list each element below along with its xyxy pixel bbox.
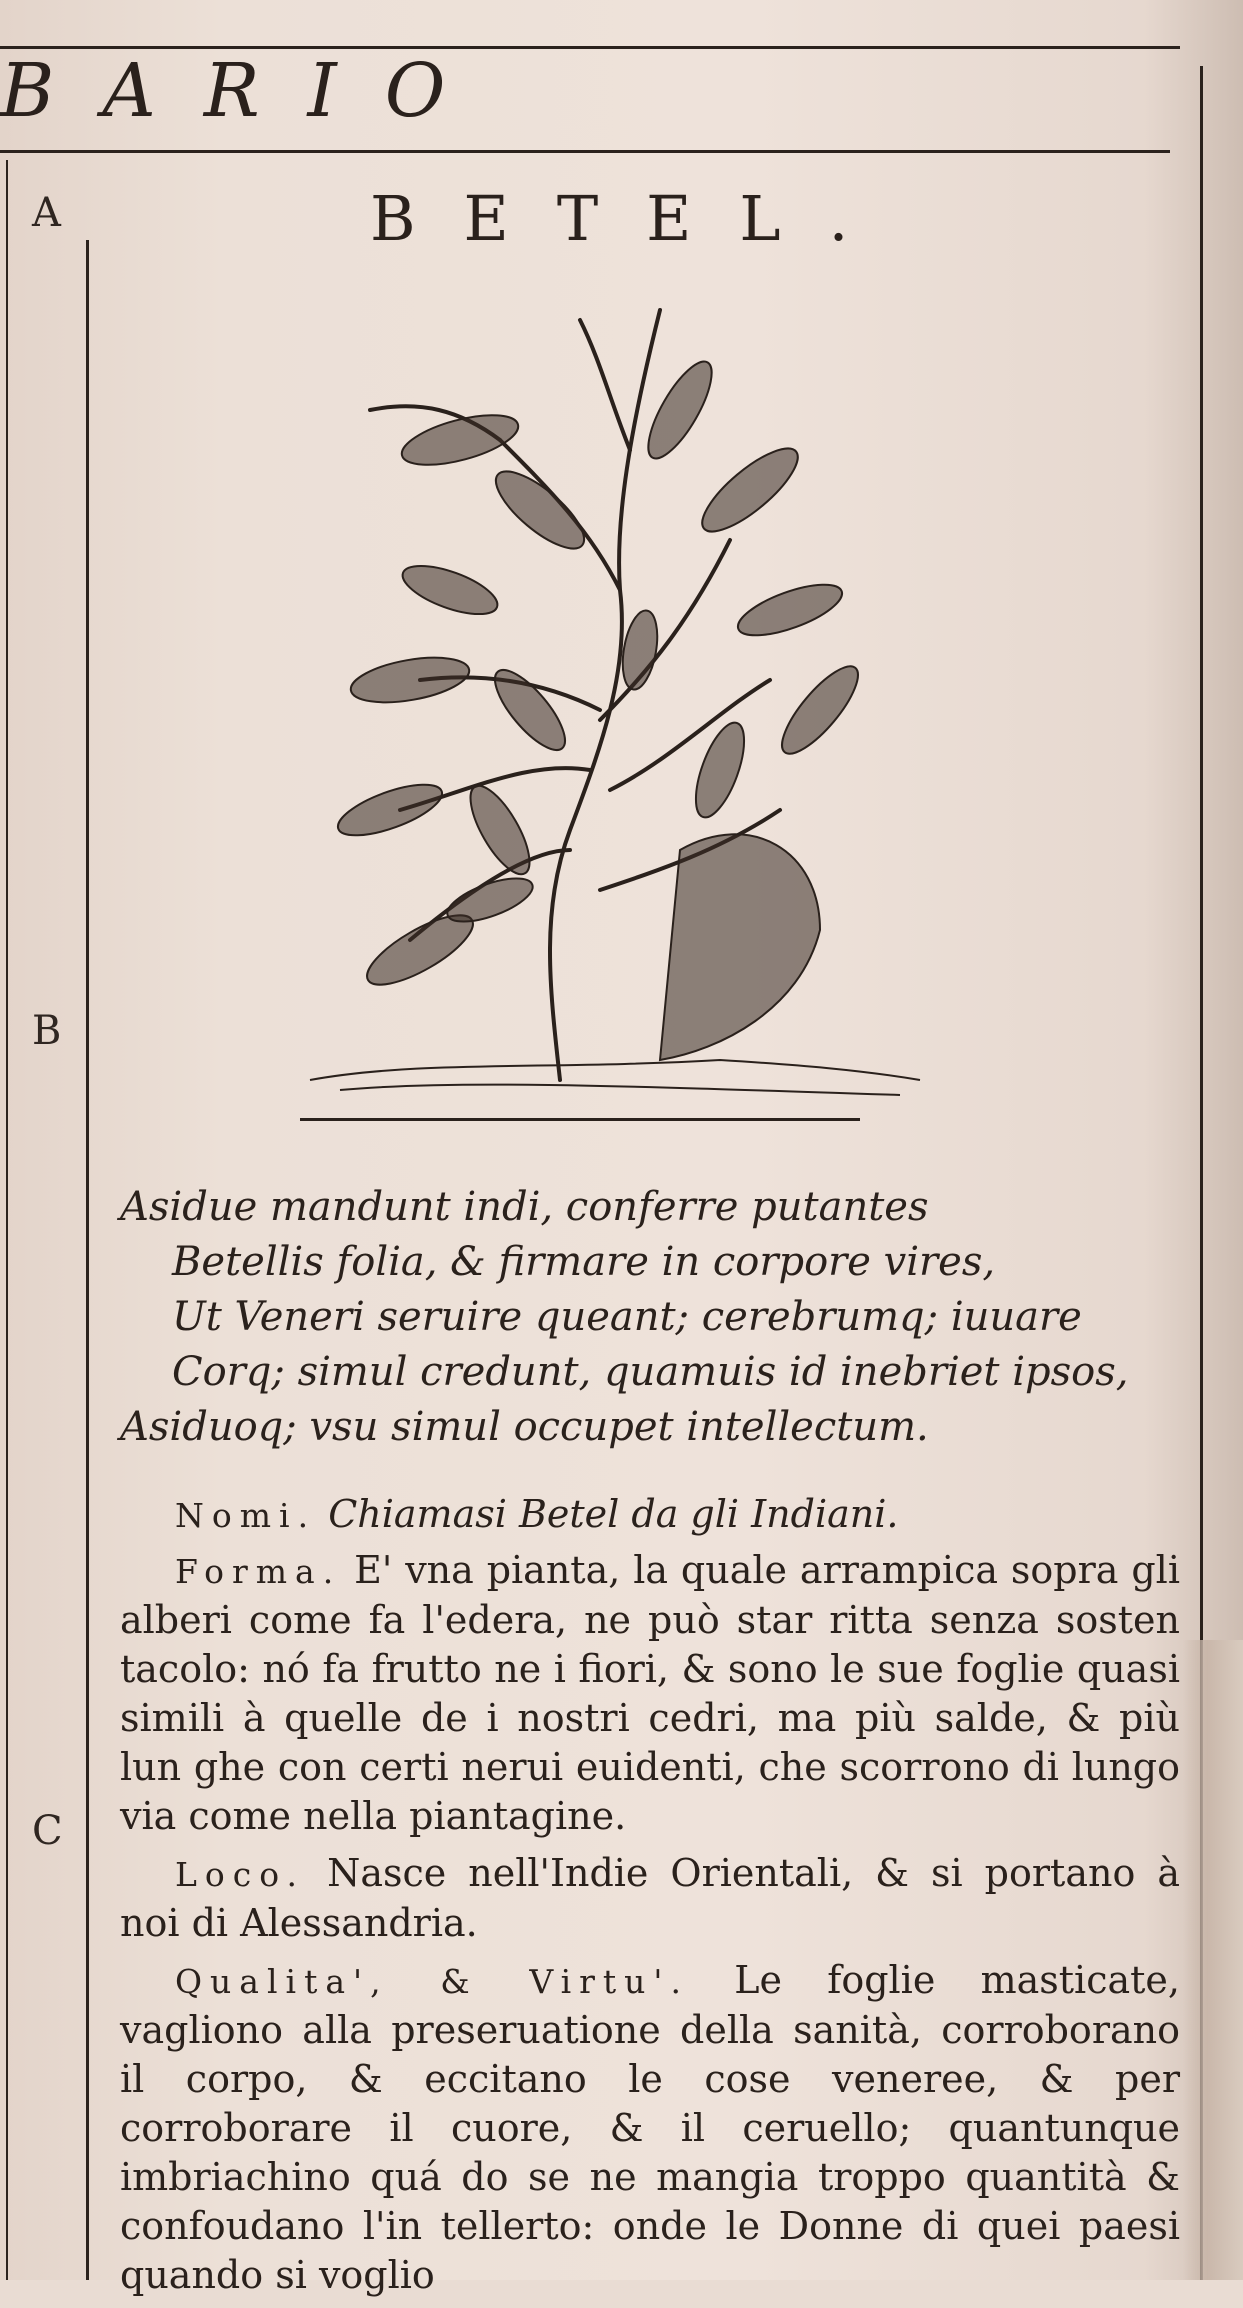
section-qualita-virtu xyxy=(120,1956,1180,2300)
section-text: E' vna pianta, la quale arrampica sopra gli alberi come fa l'edera, ne può star ritta senza sosten tacolo: nó fa frutto ne i fiori, & sono le sue foglie quasi simili à quelle de i nostri cedri, ma più salde, & più lun ghe con certi nerui euidenti, che scorrono di lungo via come nella piantagine. xyxy=(120,1548,1180,1838)
betel-plant-woodcut-illustration xyxy=(300,290,960,1130)
section-label: Forma. xyxy=(175,1552,342,1591)
latin-verse xyxy=(120,1180,1129,1455)
verse-line: Corq; simul credunt, quamuis id inebriet ipsos, xyxy=(172,1349,1129,1395)
margin-letter-b: B xyxy=(32,1008,62,1054)
verse-line: Asiduoq; vsu simul occupet intellectum. xyxy=(120,1404,929,1450)
verse-line: Asidue mandunt indi, conferre putantes xyxy=(120,1184,929,1230)
section-nomi xyxy=(120,1490,1180,1540)
section-label: Nomi. xyxy=(175,1496,317,1535)
left-frame-rule xyxy=(86,240,89,2280)
section-text: Le foglie masticate, vagliono alla preseruatione della sanità, corroborano il corpo, & eccitano le cose veneree, & per corroborare il cuore, & il ceruello; quantunque imbriachino quá do se ne mangia troppo quantità & confoudano l'in tellerto: onde le Donne di quei paesi quando si voglio xyxy=(120,1958,1180,2297)
section-label: Qualita', & Virtu'. xyxy=(175,1962,689,2001)
section-forma xyxy=(120,1546,1180,1841)
section-text: Chiamasi Betel da gli Indiani. xyxy=(328,1492,899,1536)
torn-page-edge xyxy=(1183,1640,1243,2280)
running-title: BARIO xyxy=(0,48,494,134)
section-text: Nasce nell'Indie Orientali, & si portano à noi di Alessandria. xyxy=(120,1851,1180,1945)
margin-letter-a: A xyxy=(32,190,61,236)
header-bottom-rule xyxy=(0,150,1170,153)
outer-left-rule xyxy=(6,160,8,2280)
section-loco xyxy=(120,1849,1180,1948)
margin-letter-c: C xyxy=(32,1808,63,1854)
entry-body xyxy=(120,1490,1180,2308)
section-label: Loco. xyxy=(175,1855,306,1894)
verse-line: Ut Veneri seruire queant; cerebrumq; iuuare xyxy=(172,1294,1082,1340)
verse-line: Betellis folia, & firmare in corpore vires, xyxy=(172,1239,996,1285)
entry-title: BETEL. xyxy=(370,182,897,255)
